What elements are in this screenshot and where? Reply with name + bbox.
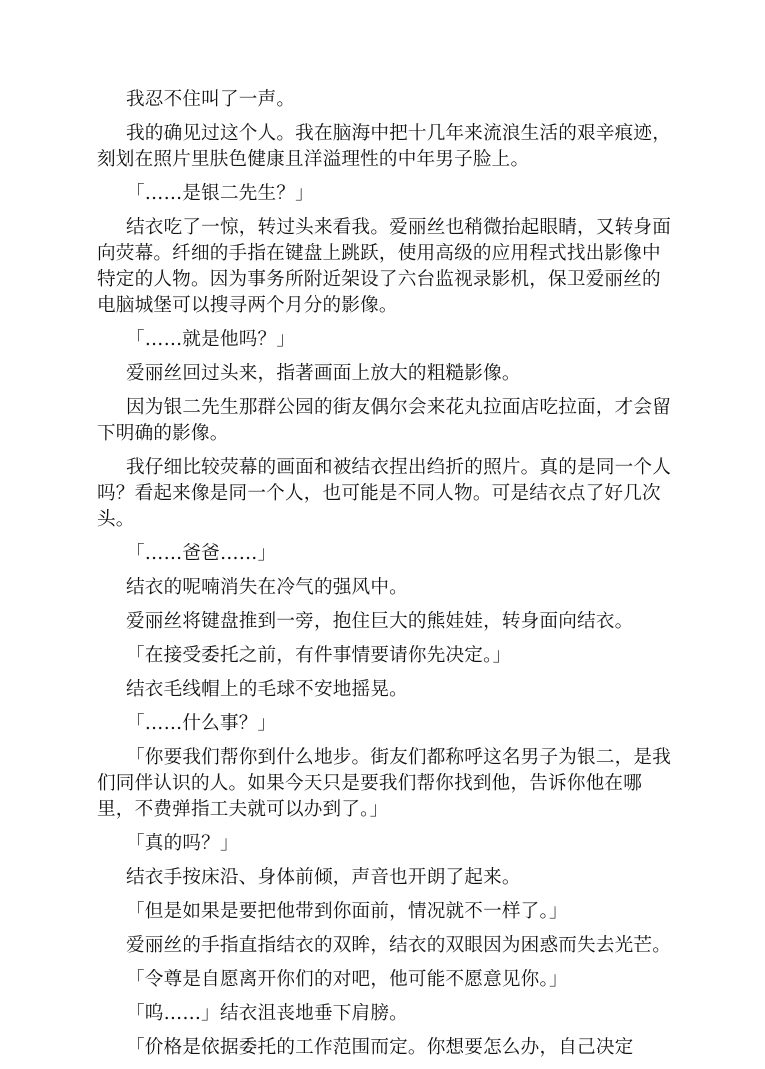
paragraph: 「……什么事？」	[126, 713, 277, 734]
paragraph: 结衣吃了一惊，转过头来看我。爱丽丝也稍微抬起眼睛，又转身面向荧幕。纤细的手指在键盘上跳跃，使用高级的应用程式找出影像中特定的人物。因为事务所附近架设了六台监视录影机，保卫爱丽丝的电脑城堡可以搜寻两个月分的影像。	[97, 217, 672, 316]
paragraph: 我仔细比较荧幕的画面和被结衣捏出绉折的照片。真的是同一个人吗？看起来像是同一个人，也可能是不同人物。可是结衣点了好几次头。	[97, 457, 672, 530]
paragraph: 「你要我们帮你到什么地步。街友们都称呼这名男子为银二，是我们同伴认识的人。如果今天只是要我们帮你找到他，告诉你他在哪里，不费弹指工夫就可以办到了。」	[97, 747, 672, 820]
paragraph: 结衣的呢喃消失在冷气的强风中。	[126, 577, 408, 598]
paragraph: 爱丽丝的手指直指结衣的双眸，结衣的双眼因为困惑而失去光芒。	[126, 935, 672, 956]
paragraph: 因为银二先生那群公园的街友偶尔会来花丸拉面店吃拉面，才会留下明确的影像。	[97, 397, 672, 444]
paragraph: 「……就是他吗？」	[126, 329, 296, 350]
paragraph: 「但是如果是要把他带到你面前，情况就不一样了。」	[126, 901, 568, 922]
body-text	[97, 87, 675, 1069]
paragraph: 「价格是依据委托的工作范围而定。你想要怎么办，自己决定	[126, 1037, 634, 1058]
paragraph: 「令尊是自愿离开你们的对吧，他可能不愿意见你。」	[126, 969, 568, 990]
paragraph: 「呜……」结衣沮丧地垂下肩膀。	[126, 1003, 408, 1024]
paragraph: 「……是银二先生？」	[126, 183, 314, 204]
paragraph: 我忍不住叫了一声。	[126, 89, 296, 110]
paragraph: 「……爸爸……」	[126, 543, 277, 564]
paragraph: 结衣手按床沿、身体前倾，声音也开朗了起来。	[126, 867, 521, 888]
paragraph: 结衣毛线帽上的毛球不安地摇晃。	[126, 679, 408, 700]
paragraph: 爱丽丝回过头来，指著画面上放大的粗糙影像。	[126, 363, 521, 384]
paragraph: 「在接受委托之前，有件事情要请你先决定。」	[126, 645, 512, 666]
paragraph: 爱丽丝将键盘推到一旁，抱住巨大的熊娃娃，转身面向结衣。	[126, 611, 634, 632]
paragraph: 我的确见过这个人。我在脑海中把十几年来流浪生活的艰辛痕迹，刻划在照片里肤色健康且洋溢理性的中年男子脸上。	[97, 123, 672, 170]
paragraph: 「真的吗？」	[126, 833, 239, 854]
